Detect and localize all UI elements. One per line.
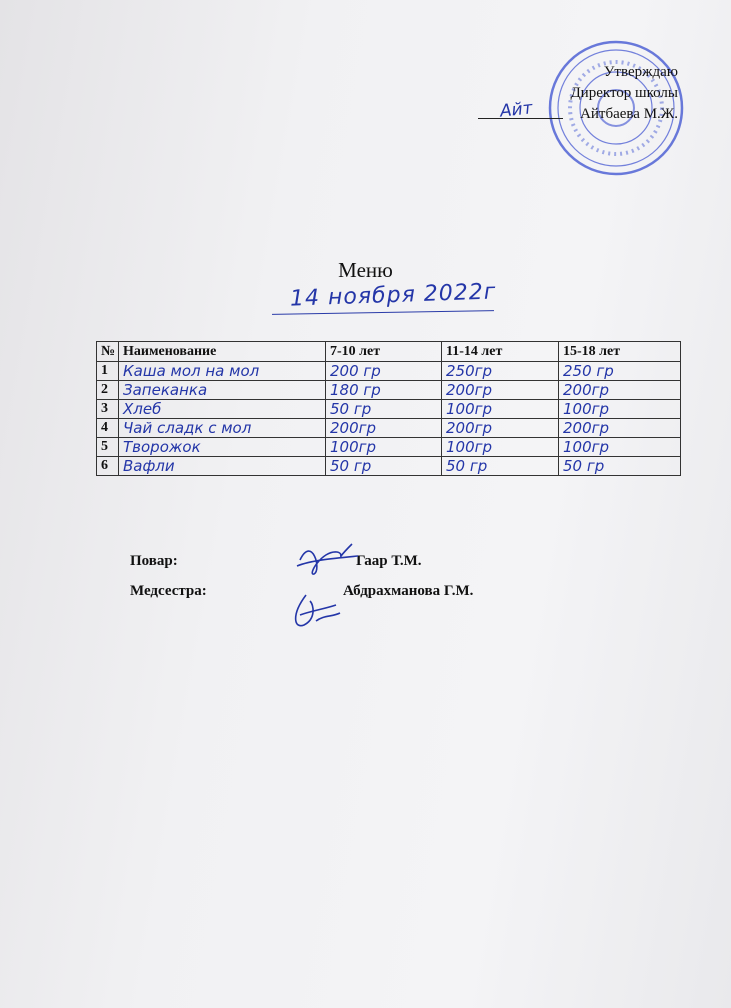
portion-15-18: 100гр <box>559 400 681 419</box>
portion-15-18: 250 гр <box>559 362 681 381</box>
row-number: 4 <box>97 419 119 438</box>
portion-11-14: 200гр <box>442 381 559 400</box>
header-name: Наименование <box>119 342 326 362</box>
portion-15-18: 200гр <box>559 381 681 400</box>
table-row <box>97 457 681 476</box>
header-number: № <box>97 342 119 362</box>
nurse-signature-mark <box>286 585 346 635</box>
row-number: 2 <box>97 381 119 400</box>
row-number: 3 <box>97 400 119 419</box>
dish-name: Запеканка <box>119 381 326 400</box>
portion-11-14: 100гр <box>442 438 559 457</box>
menu-table <box>96 341 681 476</box>
table-row <box>97 438 681 457</box>
portion-15-18: 200гр <box>559 419 681 438</box>
director-signature: Айт <box>499 98 534 122</box>
table-row <box>97 362 681 381</box>
portion-7-10: 180 гр <box>326 381 442 400</box>
portion-15-18: 50 гр <box>559 457 681 476</box>
table-row <box>97 381 681 400</box>
portion-11-14: 200гр <box>442 419 559 438</box>
approval-line-2: Директор школы <box>570 85 678 101</box>
portion-7-10: 200 гр <box>326 362 442 381</box>
portion-11-14: 100гр <box>442 400 559 419</box>
handwritten-date: 14 ноября 2022г <box>289 279 497 312</box>
portion-11-14: 250гр <box>442 362 559 381</box>
header-age-7-10: 7-10 лет <box>326 342 442 362</box>
row-number: 6 <box>97 457 119 476</box>
portion-11-14: 50 гр <box>442 457 559 476</box>
dish-name: Чай сладк с мол <box>119 419 326 438</box>
nurse-label: Медсестра: <box>130 583 207 599</box>
portion-7-10: 100гр <box>326 438 442 457</box>
cook-label: Повар: <box>130 553 178 569</box>
table-row <box>97 419 681 438</box>
table-row <box>97 400 681 419</box>
header-age-15-18: 15-18 лет <box>559 342 681 362</box>
portion-7-10: 50 гр <box>326 457 442 476</box>
approval-line-3: Айтбаева М.Ж. <box>580 106 678 122</box>
table-header-row <box>97 342 681 362</box>
cook-name: Гаар Т.М. <box>356 553 422 569</box>
portion-7-10: 200гр <box>326 419 442 438</box>
row-number: 1 <box>97 362 119 381</box>
header-age-11-14: 11-14 лет <box>442 342 559 362</box>
approval-block <box>570 62 678 125</box>
dish-name: Творожок <box>119 438 326 457</box>
nurse-name: Абдрахманова Г.М. <box>343 583 474 599</box>
dish-name: Хлеб <box>119 400 326 419</box>
approval-line-1: Утверждаю <box>603 64 678 80</box>
cook-signature-mark <box>292 530 362 580</box>
dish-name: Каша мол на мол <box>119 362 326 381</box>
dish-name: Вафли <box>119 457 326 476</box>
row-number: 5 <box>97 438 119 457</box>
portion-7-10: 50 гр <box>326 400 442 419</box>
portion-15-18: 100гр <box>559 438 681 457</box>
page-title: Меню <box>338 258 393 282</box>
